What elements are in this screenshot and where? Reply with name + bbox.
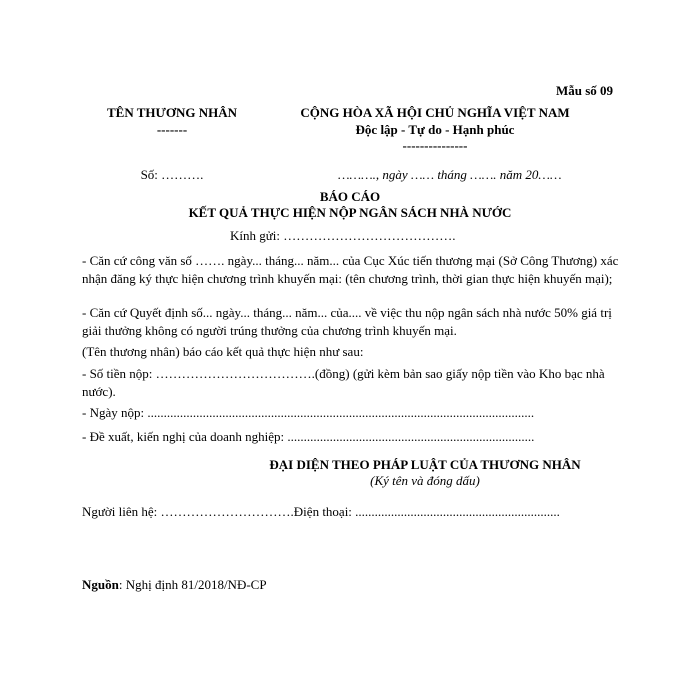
recipient-line: Kính gửi: …………………………………. — [230, 228, 456, 243]
report-title: BÁO CÁO — [319, 189, 381, 204]
merchant-title: TÊN THƯƠNG NHÂN — [106, 105, 237, 120]
paragraph-proposals: - Đề xuất, kiến nghị của doanh nghiệp: ............................................................................ — [82, 429, 535, 444]
source-line — [82, 576, 267, 594]
paragraph-basis-decision: - Căn cứ Quyết định số... ngày... tháng... năm... của.... về việc thu nộp ngân sách nhà nước 50% giá trị giải thưởng không có người trúng thưởng của chương trình khuyến mại. — [82, 305, 612, 338]
nation-motto: Độc lập - Tự do - Hạnh phúc — [355, 122, 515, 137]
nation-separator: --------------- — [402, 138, 468, 153]
paragraph-report-intro: (Tên thương nhân) báo cáo kết quả thực hiện như sau: — [82, 344, 364, 359]
contact-line: Người liên hệ: ………………………….Điện thoại: ............................................................... — [82, 504, 560, 519]
signature-title: ĐẠI DIỆN THEO PHÁP LUẬT CỦA THƯƠNG NHÂN — [269, 457, 581, 472]
paragraph-payment-date: - Ngày nộp: ....................................................................................................................... — [82, 405, 535, 420]
source-label: Nguồn — [82, 577, 119, 592]
paragraph-basis-dispatch: - Căn cứ công văn số ……. ngày... tháng... năm... của Cục Xúc tiến thương mại (Sở Công Thương) xác nhận đăng ký thực hiện chương trình khuyến mại: (tên chương trình, thời gian thực hiện khuyến mại); — [82, 253, 619, 286]
report-subtitle: KẾT QUẢ THỰC HIỆN NỘP NGÂN SÁCH NHÀ NƯỚC — [188, 205, 512, 220]
form-number: Mẫu số 09 — [556, 83, 614, 98]
reference-number: Số: ………. — [140, 167, 204, 182]
paragraph-amount-paid: - Số tiền nộp: ……………………………….(đồng) (gửi kèm bản sao giấy nộp tiền vào Kho bạc nhà nước). — [82, 366, 605, 399]
merchant-separator: ------- — [156, 122, 188, 137]
date-line: ………., ngày …… tháng ……. năm 20…… — [338, 167, 562, 182]
nation-title: CỘNG HÒA XÃ HỘI CHỦ NGHĨA VIỆT NAM — [300, 105, 570, 120]
source-text: : Nghị định 81/2018/NĐ-CP — [118, 577, 267, 592]
signature-note: (Ký tên và đóng dấu) — [370, 473, 480, 488]
